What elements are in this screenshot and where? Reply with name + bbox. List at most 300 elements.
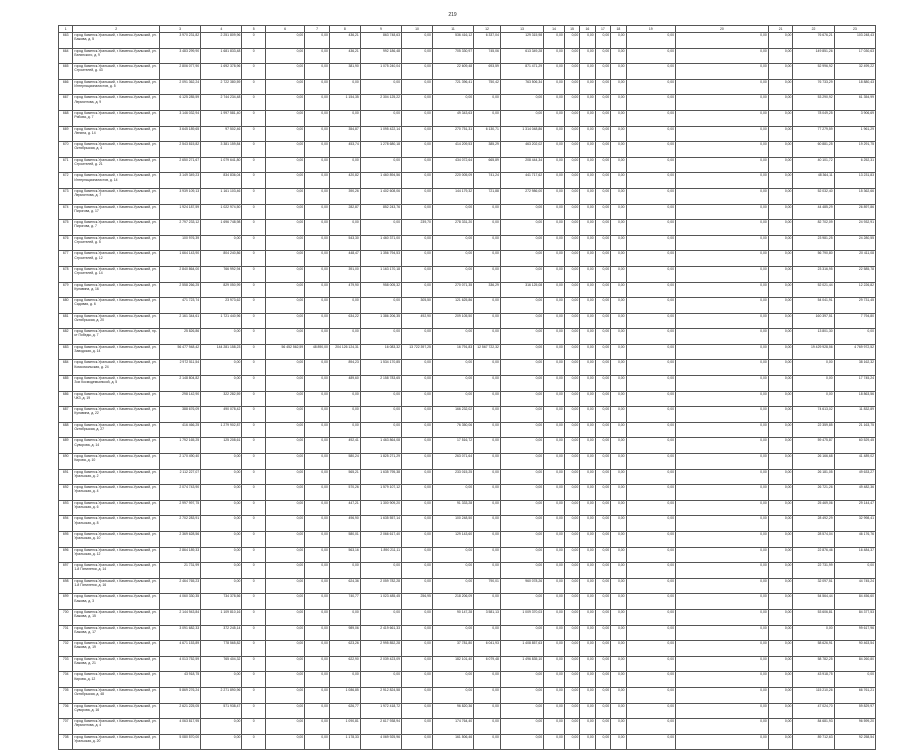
value-cell: 0,00 — [626, 734, 675, 750]
value-cell: 54 564,44 — [793, 594, 834, 610]
header-cell: 15 — [564, 26, 579, 33]
row-number-cell: 685 — [59, 376, 73, 392]
value-cell: 96 820,36 — [432, 703, 473, 719]
value-cell: 0,00 — [266, 204, 305, 220]
row-number-cell: 700 — [59, 609, 73, 625]
row-number-cell: 690 — [59, 454, 73, 470]
value-cell: 0,00 — [676, 282, 769, 298]
table-row — [59, 298, 876, 314]
value-cell: 1 692 378,96 — [201, 64, 242, 80]
value-cell: 0,00 — [626, 266, 675, 282]
row-number-cell: 686 — [59, 391, 73, 407]
value-cell: 21 731,99 — [159, 563, 200, 579]
value-cell: 0,00 — [266, 64, 305, 80]
address-cell: город Каменск-Уральский, г. Каменск-Уральский, ул. Строителей, д. 5 — [73, 235, 160, 251]
value-cell: 16 083,32 — [360, 344, 401, 360]
value-cell: 7 794,80 — [834, 313, 875, 329]
value-cell: 0,00 — [305, 376, 330, 392]
value-cell: 2 112 227,07 — [159, 469, 200, 485]
value-cell: 84 377,53 — [834, 609, 875, 625]
value-cell: 239,70 — [402, 220, 433, 236]
value-cell: 0,00 — [500, 298, 543, 314]
value-cell: 0,00 — [626, 79, 675, 95]
value-cell: 0,00 — [676, 454, 769, 470]
value-cell: 3 906,69 — [834, 110, 875, 126]
value-cell: 0,00 — [266, 532, 305, 548]
value-cell: 1 635 557,14 — [360, 516, 401, 532]
value-cell: 0,00 — [611, 173, 626, 189]
value-cell: 1 579 107,12 — [360, 485, 401, 501]
row-number-cell: 708 — [59, 734, 73, 750]
value-cell: 0,00 — [793, 391, 834, 407]
value-cell: 0 — [242, 438, 266, 454]
value-cell: 0,00 — [580, 672, 595, 688]
address-cell: город Каменск-Уральский, г. Каменск-Уральский, ул. Уральская, д. 4 — [73, 485, 160, 501]
value-cell: 0,00 — [402, 329, 433, 345]
value-cell: 0,00 — [611, 422, 626, 438]
value-cell: 174 764,40 — [432, 719, 473, 735]
value-cell: 0,00 — [432, 687, 473, 703]
value-cell: 0,00 — [595, 500, 610, 516]
value-cell: 2 039 423,09 — [360, 656, 401, 672]
value-cell: 0 — [242, 594, 266, 610]
value-cell: 0,00 — [305, 173, 330, 189]
value-cell: 18 880,43 — [834, 79, 875, 95]
value-cell: 0 — [242, 329, 266, 345]
value-cell: 0,00 — [266, 110, 305, 126]
value-cell: 0,00 — [564, 48, 579, 64]
value-cell: 0,00 — [611, 33, 626, 49]
value-cell: 0,00 — [564, 220, 579, 236]
value-cell: 0 — [242, 391, 266, 407]
value-cell: 0,00 — [360, 298, 401, 314]
value-cell: 0,00 — [500, 734, 543, 750]
value-cell: 17 030,63 — [834, 48, 875, 64]
value-cell: 278 331,20 — [432, 220, 473, 236]
value-cell: 0,00 — [676, 391, 769, 407]
table-row — [59, 547, 876, 563]
value-cell: 381,90 — [329, 64, 360, 80]
value-cell: 3 381 159,84 — [201, 142, 242, 158]
value-cell: 0,00 — [266, 547, 305, 563]
value-cell: 0,00 — [611, 407, 626, 423]
value-cell: 0,00 — [626, 376, 675, 392]
value-cell: 0,00 — [595, 329, 610, 345]
table-row — [59, 500, 876, 516]
header-cell: 21 — [768, 26, 793, 33]
value-cell: 218 206,09 — [432, 594, 473, 610]
value-cell: 0,00 — [474, 703, 501, 719]
value-cell: 22 359,85 — [793, 422, 834, 438]
row-number-cell: 666 — [59, 79, 73, 95]
value-cell: 0,00 — [676, 672, 769, 688]
value-cell: 0,00 — [305, 188, 330, 204]
value-cell: 0,00 — [768, 469, 793, 485]
value-cell: 0,00 — [305, 95, 330, 111]
value-cell: 270 071,35 — [432, 282, 473, 298]
value-cell: 0,00 — [201, 563, 242, 579]
value-cell: 0,00 — [626, 454, 675, 470]
value-cell: 0 — [242, 703, 266, 719]
value-cell: 0,00 — [564, 469, 579, 485]
table-row — [59, 656, 876, 672]
value-cell: 0,00 — [432, 485, 473, 501]
value-cell: 0,00 — [676, 500, 769, 516]
value-cell: 1 924 187,59 — [159, 204, 200, 220]
row-number-cell: 696 — [59, 547, 73, 563]
value-cell: 0,00 — [266, 454, 305, 470]
value-cell: 2 251 809,96 — [201, 33, 242, 49]
value-cell: 0,00 — [544, 376, 565, 392]
value-cell: 0,00 — [432, 251, 473, 267]
value-cell: 2 543 815,82 — [159, 142, 200, 158]
header-cell: 3 — [159, 26, 200, 33]
value-cell: 0,00 — [402, 110, 433, 126]
table-row — [59, 173, 876, 189]
value-cell: 2 271 890,96 — [201, 687, 242, 703]
header-cell: 19 — [626, 26, 675, 33]
header-cell: 9 — [360, 26, 401, 33]
value-cell: 0,00 — [580, 64, 595, 80]
value-cell: 0,00 — [676, 532, 769, 548]
value-cell: 372 245,14 — [201, 625, 242, 641]
value-cell: 32 998,41 — [834, 516, 875, 532]
row-number-cell: 701 — [59, 625, 73, 641]
value-cell: 16 791,83 — [432, 344, 473, 360]
value-cell: 0,00 — [564, 407, 579, 423]
value-cell: 4 671 153,89 — [159, 641, 200, 657]
value-cell: 0,00 — [768, 563, 793, 579]
table-row — [59, 376, 876, 392]
value-cell: 0,00 — [793, 625, 834, 641]
value-cell: 0,00 — [432, 360, 473, 376]
address-cell: город Каменск-Уральский, г. Каменск-Уральский, ул. Садовая, д. 6 — [73, 298, 160, 314]
table-row — [59, 329, 876, 345]
value-cell: 0,00 — [611, 734, 626, 750]
value-cell: 270 751,31 — [432, 126, 473, 142]
value-cell: 0,00 — [595, 95, 610, 111]
value-cell: 0,00 — [305, 220, 330, 236]
value-cell: 0,00 — [768, 454, 793, 470]
value-cell: 0 — [242, 142, 266, 158]
value-cell: 1 792 165,25 — [159, 438, 200, 454]
value-cell: 734 378,56 — [201, 594, 242, 610]
value-cell: 385,29 — [474, 142, 501, 158]
value-cell: 26 166,68 — [793, 454, 834, 470]
row-number-cell: 665 — [59, 64, 73, 80]
value-cell: 0,00 — [500, 563, 543, 579]
value-cell: 0,00 — [676, 609, 769, 625]
value-cell: 0,00 — [305, 407, 330, 423]
value-cell: 0,00 — [611, 329, 626, 345]
value-cell: 18 863,56 — [834, 391, 875, 407]
value-cell: 22 731,99 — [793, 563, 834, 579]
value-cell: 0,00 — [580, 33, 595, 49]
value-cell: 0,00 — [544, 532, 565, 548]
value-cell: 0 — [242, 563, 266, 579]
value-cell: 0,00 — [329, 422, 360, 438]
value-cell: 56 452 562,59 — [266, 344, 305, 360]
value-cell: 0,00 — [564, 578, 579, 594]
value-cell: 1 154,35 — [329, 95, 360, 111]
header-cell: 22 — [793, 26, 834, 33]
row-number-cell: 670 — [59, 142, 73, 158]
value-cell: 282,87 — [329, 204, 360, 220]
value-cell: 0,00 — [595, 407, 610, 423]
value-cell: 0,00 — [402, 547, 433, 563]
table-row — [59, 532, 876, 548]
value-cell: 0,00 — [544, 173, 565, 189]
value-cell: 0,00 — [564, 687, 579, 703]
value-cell: 1 825 271,29 — [360, 454, 401, 470]
table-row — [59, 454, 876, 470]
value-cell: 0,00 — [305, 672, 330, 688]
value-cell: 765 404,32 — [201, 656, 242, 672]
value-cell: 0,00 — [580, 157, 595, 173]
value-cell: 0,00 — [768, 220, 793, 236]
value-cell: 0,00 — [564, 438, 579, 454]
value-cell: 0,00 — [474, 594, 501, 610]
value-cell: 871 471,29 — [500, 64, 543, 80]
address-cell: город Каменск-Уральский, г. Каменск-Уральский, ул. Пирогова, д. 17 — [73, 204, 160, 220]
value-cell: 0,00 — [500, 220, 543, 236]
value-cell: 0,00 — [432, 376, 473, 392]
value-cell: 0,00 — [595, 532, 610, 548]
value-cell: 3 091 682,33 — [159, 625, 200, 641]
value-cell: 76 733,29 — [793, 79, 834, 95]
value-cell: 52 996,92 — [793, 64, 834, 80]
value-cell: 1 681 833,48 — [201, 48, 242, 64]
value-cell: 0,00 — [201, 734, 242, 750]
value-cell: 0 — [242, 282, 266, 298]
row-number-cell: 672 — [59, 173, 73, 189]
value-cell: 0,00 — [544, 625, 565, 641]
value-cell: 0,00 — [595, 625, 610, 641]
value-cell: 0,00 — [626, 360, 675, 376]
value-cell: 0,00 — [626, 594, 675, 610]
value-cell: 0,00 — [305, 532, 330, 548]
value-cell: 0,00 — [544, 110, 565, 126]
value-cell: 0,00 — [474, 204, 501, 220]
value-cell: 0,00 — [676, 563, 769, 579]
value-cell: 47 024,70 — [793, 703, 834, 719]
row-number-cell: 680 — [59, 298, 73, 314]
value-cell: 0,00 — [611, 532, 626, 548]
value-cell: 0,00 — [305, 298, 330, 314]
value-cell: 0,00 — [266, 48, 305, 64]
value-cell: 298 142,90 — [159, 391, 200, 407]
value-cell: 3 483 299,90 — [159, 48, 200, 64]
value-cell: 0,00 — [305, 33, 330, 49]
row-number-cell: 688 — [59, 422, 73, 438]
value-cell: 3 970 231,82 — [159, 33, 200, 49]
value-cell: 0,00 — [580, 220, 595, 236]
value-cell: 0,00 — [360, 563, 401, 579]
value-cell: 0,00 — [580, 719, 595, 735]
value-cell: 0,00 — [266, 298, 305, 314]
value-cell: 0,00 — [580, 329, 595, 345]
value-cell: 0,00 — [402, 672, 433, 688]
row-number-cell: 707 — [59, 719, 73, 735]
value-cell: 0,00 — [544, 344, 565, 360]
value-cell: 0,00 — [544, 641, 565, 657]
address-cell: город Каменск-Уральский, г. Каменск-Уральский, ул. Строителей, д. 43 — [73, 64, 160, 80]
address-cell: город Каменск-Уральский, г. Каменск-Уральский, ул. Октябрьская, д. 48 — [73, 687, 160, 703]
value-cell: 0,00 — [305, 719, 330, 735]
row-number-cell: 705 — [59, 687, 73, 703]
value-cell: 0,00 — [595, 251, 610, 267]
value-cell: 0,00 — [626, 516, 675, 532]
value-cell: 0,00 — [266, 625, 305, 641]
value-cell: 0,00 — [611, 344, 626, 360]
address-cell: город Каменск-Уральский, г. Каменск-Уральский, ул. Кирова, д. 10 — [73, 454, 160, 470]
value-cell: 0,00 — [676, 344, 769, 360]
value-cell: 0,00 — [626, 64, 675, 80]
value-cell: 0,00 — [595, 656, 610, 672]
value-cell: 0,00 — [595, 719, 610, 735]
value-cell: 53 290,92 — [793, 95, 834, 111]
value-cell: 0,00 — [305, 454, 330, 470]
value-cell: 0,00 — [580, 126, 595, 142]
value-cell: 0,00 — [474, 376, 501, 392]
value-cell: 1 095 422,14 — [360, 126, 401, 142]
value-cell: 0,00 — [595, 422, 610, 438]
value-cell: 0,00 — [305, 438, 330, 454]
value-cell: 0,00 — [580, 110, 595, 126]
value-cell: 0 — [242, 500, 266, 516]
value-cell: 0,00 — [201, 376, 242, 392]
value-cell: 0,00 — [595, 438, 610, 454]
value-cell: 15 362,66 — [834, 188, 875, 204]
address-cell: город Каменск-Уральский, г. Каменск-Уральский, ул. Октябрьская, д. 4 — [73, 142, 160, 158]
value-cell: 0,00 — [360, 220, 401, 236]
value-cell: 17 516,72 — [432, 438, 473, 454]
value-cell: 0,00 — [329, 672, 360, 688]
value-cell: 4 769 972,52 — [834, 344, 875, 360]
value-cell: 0,00 — [611, 454, 626, 470]
value-cell: 0,00 — [768, 188, 793, 204]
value-cell: 834 836,04 — [201, 173, 242, 189]
value-cell: 0,00 — [626, 625, 675, 641]
value-cell: 0 — [242, 48, 266, 64]
value-cell: 0,00 — [626, 251, 675, 267]
value-cell: 0,00 — [402, 95, 433, 111]
value-cell: 21 163,75 — [834, 422, 875, 438]
value-cell: 2 066 617,40 — [360, 532, 401, 548]
value-cell: 0,00 — [305, 469, 330, 485]
value-cell: 0,00 — [595, 204, 610, 220]
value-cell: 0,00 — [611, 220, 626, 236]
value-cell: 0,00 — [360, 110, 401, 126]
value-cell: 0,00 — [595, 110, 610, 126]
value-cell: 0,00 — [432, 235, 473, 251]
value-cell: 448,47 — [329, 251, 360, 267]
value-cell: 0,00 — [676, 656, 769, 672]
value-cell: 0,00 — [768, 532, 793, 548]
value-cell: 0,00 — [305, 157, 330, 173]
table-row — [59, 282, 876, 298]
value-cell: 0,00 — [500, 454, 543, 470]
value-cell: 0,00 — [266, 220, 305, 236]
value-cell: 1 721 440,96 — [201, 313, 242, 329]
value-cell: 0,00 — [768, 719, 793, 735]
value-cell: 0,00 — [676, 594, 769, 610]
value-cell: 0,00 — [266, 126, 305, 142]
value-cell: 1 278 680,18 — [360, 142, 401, 158]
value-cell: 6 041,93 — [474, 641, 501, 657]
value-cell: 0,00 — [266, 594, 305, 610]
value-cell: 0,00 — [595, 703, 610, 719]
value-cell: 2 744 234,48 — [201, 95, 242, 111]
value-cell: 1 086,85 — [329, 687, 360, 703]
value-cell: 0,00 — [474, 687, 501, 703]
table-row — [59, 266, 876, 282]
value-cell: 0,00 — [611, 266, 626, 282]
value-cell: 1 163 170,18 — [360, 266, 401, 282]
value-cell: 26 897,86 — [834, 204, 875, 220]
value-cell: 0,00 — [500, 469, 543, 485]
table-row — [59, 235, 876, 251]
value-cell: 0,00 — [580, 391, 595, 407]
value-cell: 0,00 — [768, 235, 793, 251]
value-cell: 0,00 — [360, 391, 401, 407]
value-cell: 0,00 — [676, 469, 769, 485]
value-cell: 3 939 109,13 — [159, 188, 200, 204]
value-cell: 0,00 — [564, 656, 579, 672]
value-cell: 0,00 — [544, 142, 565, 158]
table-row — [59, 641, 876, 657]
value-cell: 0,00 — [768, 485, 793, 501]
value-cell: 0,00 — [266, 563, 305, 579]
value-cell: 0,00 — [266, 500, 305, 516]
value-cell: 0,00 — [595, 391, 610, 407]
value-cell: 0,00 — [329, 220, 360, 236]
value-cell: 0,00 — [676, 719, 769, 735]
value-cell: 0,00 — [595, 173, 610, 189]
value-cell: 0,00 — [266, 142, 305, 158]
value-cell: 2 161 344,61 — [159, 313, 200, 329]
value-cell: 160 397,51 — [793, 313, 834, 329]
value-cell: 0,00 — [500, 407, 543, 423]
value-cell: 354,87 — [329, 126, 360, 142]
value-cell: 149 851,26 — [793, 48, 834, 64]
value-cell: 0,00 — [834, 672, 875, 688]
value-cell: 0 — [242, 656, 266, 672]
value-cell: 1 314 048,86 — [500, 126, 543, 142]
value-cell: 0,00 — [402, 703, 433, 719]
value-cell: 0,00 — [676, 407, 769, 423]
value-cell: 0,00 — [564, 500, 579, 516]
value-cell: 2 840 864,00 — [159, 266, 200, 282]
value-cell: 0,00 — [580, 204, 595, 220]
value-cell: 0,00 — [329, 79, 360, 95]
value-cell: 233 015,25 — [432, 469, 473, 485]
value-cell: 0,00 — [626, 157, 675, 173]
value-cell: 0,00 — [768, 578, 793, 594]
value-cell: 0,00 — [595, 360, 610, 376]
value-cell: 0,00 — [595, 594, 610, 610]
value-cell: 12 567 722,32 — [474, 344, 501, 360]
value-cell: 0,00 — [266, 609, 305, 625]
address-cell: город Каменск-Уральский, г. Каменск-Уральский, ул. Рябова, д. 7 — [73, 110, 160, 126]
value-cell: 0,00 — [676, 547, 769, 563]
value-cell: 0,00 — [768, 48, 793, 64]
value-cell: 0,00 — [595, 485, 610, 501]
value-cell: 571 938,47 — [201, 703, 242, 719]
value-cell: 16 484,37 — [834, 547, 875, 563]
value-cell: 0,00 — [305, 485, 330, 501]
value-cell: 0,00 — [580, 500, 595, 516]
